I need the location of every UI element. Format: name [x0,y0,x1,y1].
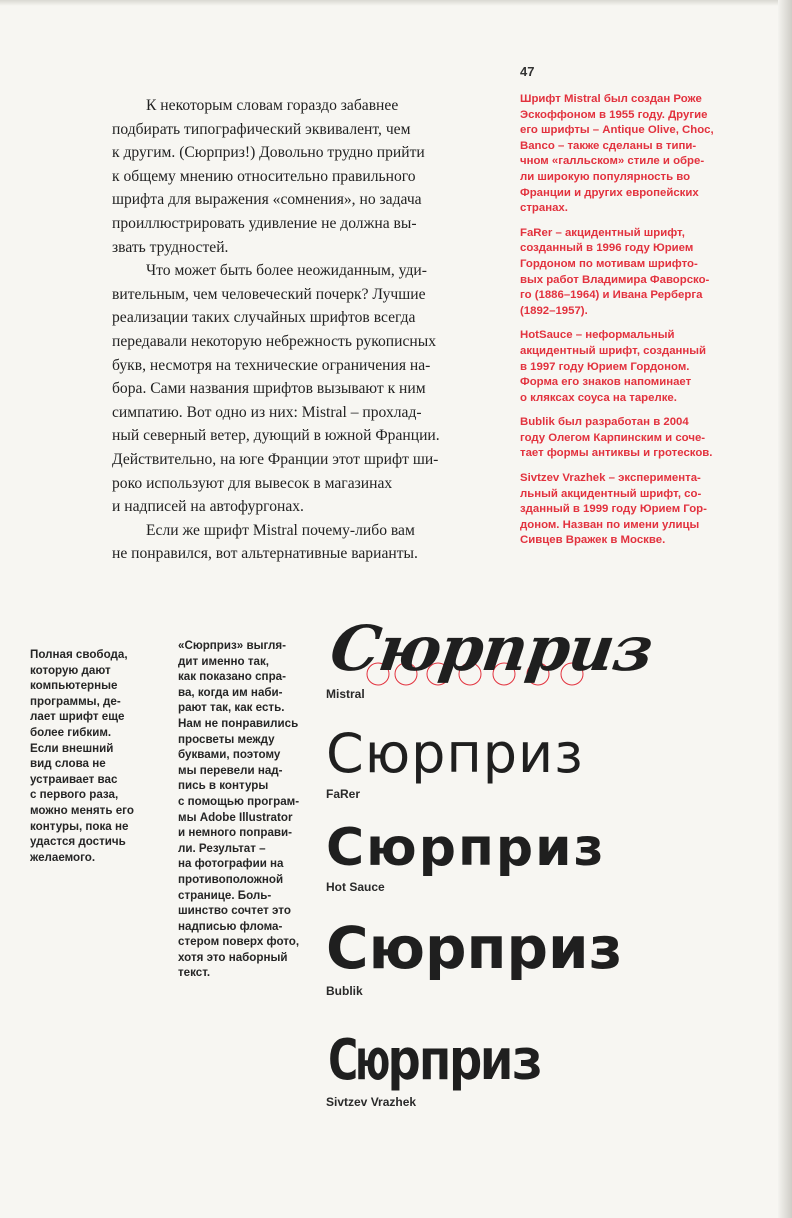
note-line: доном. Назван по имени улицы [520,518,700,531]
caption-line: Полная свобода, [30,648,128,661]
caption-line: Нам не понравились [178,716,299,730]
specimen-word: Сюрприз [326,612,658,685]
side-caption-left [30,647,134,865]
body-line: роко используют для вывесок в магазинах [112,474,393,492]
note-line: о кляксах соуса на тарелке. [520,391,677,404]
note-line: HotSauce – неформальный [520,329,675,342]
body-line: проиллюстрировать удивление не должна вы- [112,214,417,232]
note-line: Banco – также сделаны в типи- [520,139,697,152]
caption-line: странице. Боль- [178,888,272,902]
body-line: симпатию. Вот одно из них: Mistral – прохлад- [112,403,422,421]
specimen-sivtzev [326,1028,541,1109]
note-mistral [520,92,750,217]
note-line: Форма его знаков напоминает [520,376,692,389]
page-number: 47 [520,64,535,79]
note-line: Гордоном по мотивам шрифто- [520,257,698,270]
caption-line: мы Adobe Illustrator [178,810,293,824]
caption-line: компьютерные [30,679,118,693]
specimen-label: Sivtzev Vrazhek [326,1095,417,1109]
body-line: бора. Сами названия шрифтов вызывают к ним [112,380,426,398]
note-line: Bublik был разработан в 2004 [520,416,689,429]
body-line: вительным, чем человеческий почерк? Лучшие [112,285,426,303]
body-line: реализации таких случайных шрифтов всегда [112,309,416,327]
body-line: к общему мнению относительно правильного [112,167,416,185]
note-line: Sivtzev Vrazhek – эксперимента- [520,472,701,485]
note-line: Шрифт Mistral был создан Роже [520,93,702,105]
caption-line: ли. Результат – [178,841,266,855]
caption-line: ва, когда им наби- [178,685,283,699]
specimen-word: Сюрприз [326,914,623,982]
note-farer [520,226,750,320]
margin-notes [520,92,750,558]
caption-line: пись в контуры [178,779,269,793]
note-line: вых работ Владимира Фаворско- [520,273,710,286]
caption-line: желаемого. [30,850,96,864]
note-line: Эскоффоном в 1955 году. Другие [520,108,708,121]
body-line: передавали некоторую небрежность рукописных [112,332,437,350]
caption-line: мы перевели над- [178,763,283,777]
main-body-text [112,94,492,566]
note-line: льный акцидентный шрифт, со- [520,487,702,500]
caption-line: более гибким. [30,725,112,739]
caption-line: и немного поправи- [178,826,293,840]
note-line: его шрифты – Antique Olive, Choc, [520,124,714,137]
body-line: Что может быть более неожиданным, уди- [146,262,427,280]
page-gutter-shadow [778,0,792,1218]
caption-line: надписью флома- [178,919,283,933]
note-hotsauce [520,328,750,406]
specimen-label: Mistral [326,687,365,701]
specimen-mistral [326,612,658,701]
caption-line: удастся достичь [30,835,126,849]
caption-line: противоположной [178,872,284,886]
caption-line: с первого раза, [30,788,119,802]
body-line: К некоторым словам гораздо забавнее [146,97,399,114]
note-line: чном «галльском» стиле и обре- [520,155,705,168]
caption-line: которую дают [30,663,111,677]
caption-line: дит именно так, [178,654,269,668]
caption-line: лает шрифт еще [30,710,125,724]
caption-line: на фотографии на [178,857,284,871]
caption-line: устраивает вас [30,772,118,786]
caption-line: стером поверх фото, [178,935,300,949]
caption-line: с помощью програм- [178,794,300,808]
caption-line: буквами, поэтому [178,748,281,762]
caption-line: шинство сочтет это [178,904,291,918]
specimen-hotsauce [326,818,606,894]
specimen-bublik [326,914,622,998]
body-line: ный северный ветер, дующий в южной Франции. [112,427,440,445]
caption-line: контуры, пока не [30,819,129,833]
body-line: букв, несмотря на технические ограничения на- [112,356,431,374]
caption-line: Если внешний [30,741,114,755]
note-line: Франции и других европейских [520,186,699,199]
note-line: зданный в 1999 году Юрием Гор- [520,503,707,516]
body-line: подбирать типографический эквивалент, чем [112,120,411,138]
body-line: и надписей на автофургонах. [112,498,304,516]
note-line: акцидентный шрифт, созданный [520,344,707,357]
page-top-edge [0,0,792,6]
body-line: к другим. (Сюрприз!) Довольно трудно прийти [112,144,425,162]
body-line: шрифта для выражения «сомнения», но задача [112,191,422,209]
note-bublik [520,415,750,462]
note-line: ли широкую популярность во [520,170,691,183]
note-sivtzev [520,471,750,549]
specimen-label: FaRer [326,787,361,801]
caption-line: можно менять его [30,803,134,817]
caption-line: текст. [178,966,211,980]
note-line: тает формы антиквы и гротесков. [520,447,713,460]
caption-line: «Сюрприз» выгля- [178,639,287,652]
body-line: звать трудностей. [112,238,229,256]
note-line: го (1886–1964) и Ивана Рерберга [520,289,703,302]
caption-line: вид слова не [30,757,106,771]
caption-line: просветы между [178,732,275,746]
note-line: Сивцев Вражек в Москве. [520,534,666,547]
note-line: (1892–1957). [520,304,588,317]
specimen-word: Сюрприз [326,1028,542,1093]
caption-line: хотя это наборный [178,950,288,964]
caption-line: программы, де- [30,694,121,708]
note-line: в 1997 году Юрием Гордоном. [520,360,690,373]
specimen-word: Сюрприз [326,818,606,878]
note-line: странах. [520,202,568,215]
specimen-word: Сюрприз [326,722,584,785]
caption-line: рают так, как есть. [178,701,285,715]
note-line: FaRer – акцидентный шрифт, [520,226,685,239]
specimen-label: Bublik [326,984,363,998]
body-line: не понравился, вот альтернативные варианты. [112,545,418,563]
specimen-label: Hot Sauce [326,880,385,894]
specimen-farer [326,722,584,801]
body-line: Если же шрифт Mistral почему-либо вам [146,521,415,539]
note-line: созданный в 1996 году Юрием [520,242,694,255]
caption-line: как показано спра- [178,670,286,684]
note-line: году Олегом Карпинским и соче- [520,431,706,444]
body-line: Действительно, на юге Франции этот шрифт ши- [112,450,439,468]
side-caption-middle [178,638,299,981]
